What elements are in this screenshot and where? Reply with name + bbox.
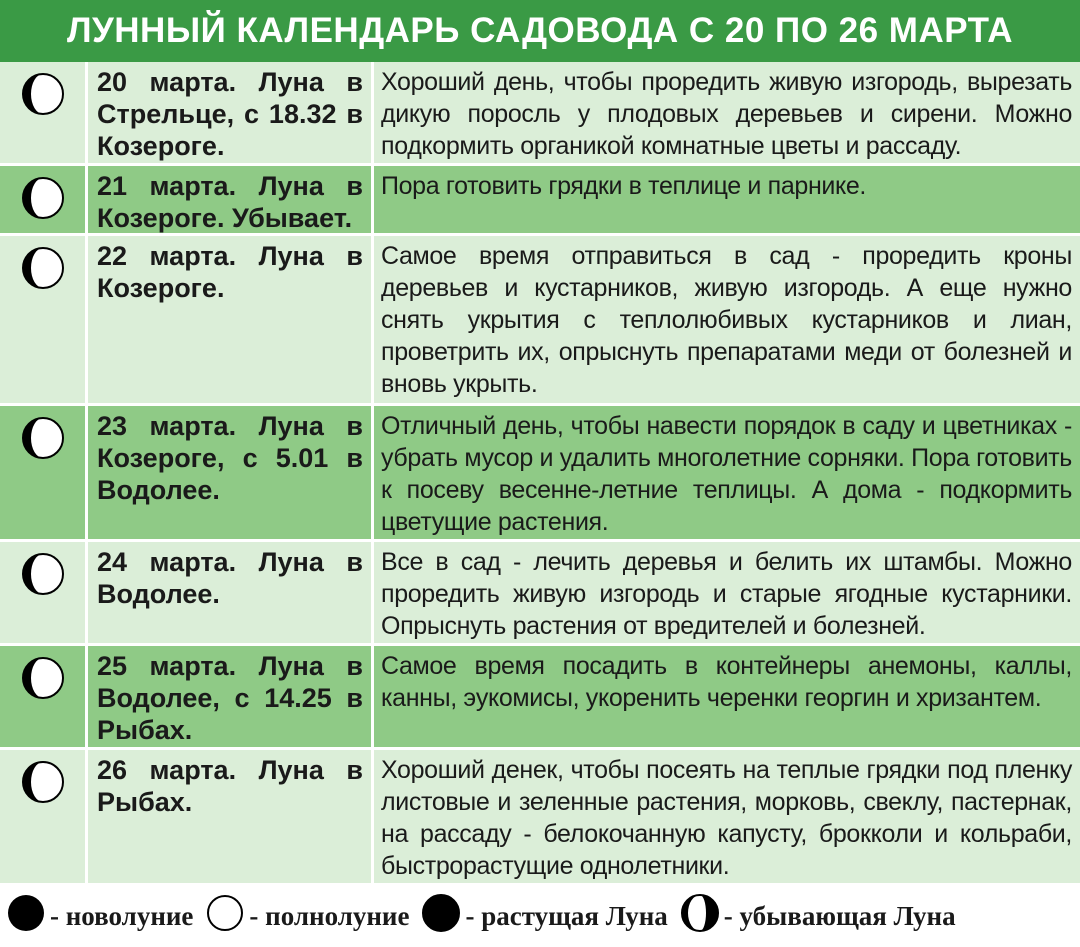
advice-cell: Хороший денек, чтобы посеять на теплые грядки под пленку листовые и зеленные растения, морковь, свеклу, пастернак, на рассаду - белокочанную капусту, брокколи и кольраби, быстрорастущие однолетники.: [381, 756, 1072, 880]
moon-cell: [0, 236, 88, 403]
legend-label: - новолуние: [50, 901, 194, 931]
page-title: ЛУННЫЙ КАЛЕНДАРЬ САДОВОДА С 20 ПО 26 МАРТА: [0, 0, 1080, 62]
new-moon-icon: [6, 893, 46, 940]
moon-cell: [0, 166, 88, 233]
advice-cell: Самое время отправиться в сад - проредить кроны деревьев и кустарников, живую изгородь. А еще нужно снять укрытия с теплолюбивых кустарников и лиан, проветрить их, опрыснуть препаратами меди от болезней и вновь укрыть.: [381, 242, 1072, 398]
advice-cell: Хороший день, чтобы проредить живую изгородь, вырезать дикую поросль у плодовых деревьев и сирени. Можно подкормить органикой комнатные цветы и рассаду.: [381, 68, 1072, 160]
table-row: [0, 62, 1080, 166]
date-cell: 23 марта. Луна в Козероге, с 5.01 в Водолее.: [88, 406, 374, 539]
date-cell: 21 марта. Луна в Козероге. Убывает.: [88, 166, 374, 233]
date-cell: 26 марта. Луна в Рыбах.: [88, 750, 374, 883]
waning-moon-icon: [680, 893, 720, 940]
legend-label: - растущая Луна: [465, 901, 668, 931]
moon-cell: [0, 62, 88, 163]
waning-moon-icon: [21, 760, 65, 804]
advice-cell: Пора готовить грядки в теплице и парнике.: [381, 172, 867, 200]
table-row: [0, 542, 1080, 646]
advice-cell: Отличный день, чтобы навести порядок в саду и цветниках - убрать мусор и удалить многолетние сорняки. Пора готовить к посеву весенне-летние теплицы. А дома - подкормить цветущие растения.: [381, 412, 1072, 536]
moon-phase-legend: [0, 886, 1080, 947]
date-cell: 25 марта. Луна в Водолее, с 14.25 в Рыбах.: [88, 646, 374, 747]
waning-moon-icon: [21, 246, 65, 290]
waning-moon-icon: [21, 72, 65, 116]
date-cell: 20 марта. Луна в Стрельце, с 18.32 в Козероге.: [88, 62, 374, 163]
calendar-table: [0, 62, 1080, 886]
moon-cell: [0, 646, 88, 747]
waning-moon-icon: [21, 416, 65, 460]
waning-moon-icon: [21, 552, 65, 596]
legend-label: - убывающая Луна: [723, 901, 956, 931]
moon-cell: [0, 542, 88, 643]
legend-item-waning-moon: [680, 893, 956, 940]
legend-item-full-moon: [205, 893, 409, 940]
waning-moon-icon: [21, 176, 65, 220]
date-cell: 24 марта. Луна в Водолее.: [88, 542, 374, 643]
table-row: [0, 236, 1080, 406]
table-row: [0, 750, 1080, 886]
date-cell: 22 марта. Луна в Козероге.: [88, 236, 374, 403]
legend-item-new-moon: [6, 893, 193, 940]
waxing-moon-icon: [421, 893, 461, 940]
waning-moon-icon: [21, 656, 65, 700]
table-row: [0, 646, 1080, 750]
legend-label: - полнолуние: [249, 901, 410, 931]
advice-cell: Все в сад - лечить деревья и белить их штамбы. Можно проредить живую изгородь и старые ягодные кустарники. Опрыснуть растения от вредителей и болезней.: [381, 548, 1072, 640]
advice-cell: Самое время посадить в контейнеры анемоны, каллы, канны, эукомисы, укоренить черенки георгин и хризантем.: [381, 652, 1072, 712]
legend-item-waxing-moon: [421, 893, 667, 940]
moon-cell: [0, 750, 88, 883]
table-row: [0, 406, 1080, 542]
moon-cell: [0, 406, 88, 539]
table-row: [0, 166, 1080, 236]
full-moon-icon: [205, 893, 245, 940]
